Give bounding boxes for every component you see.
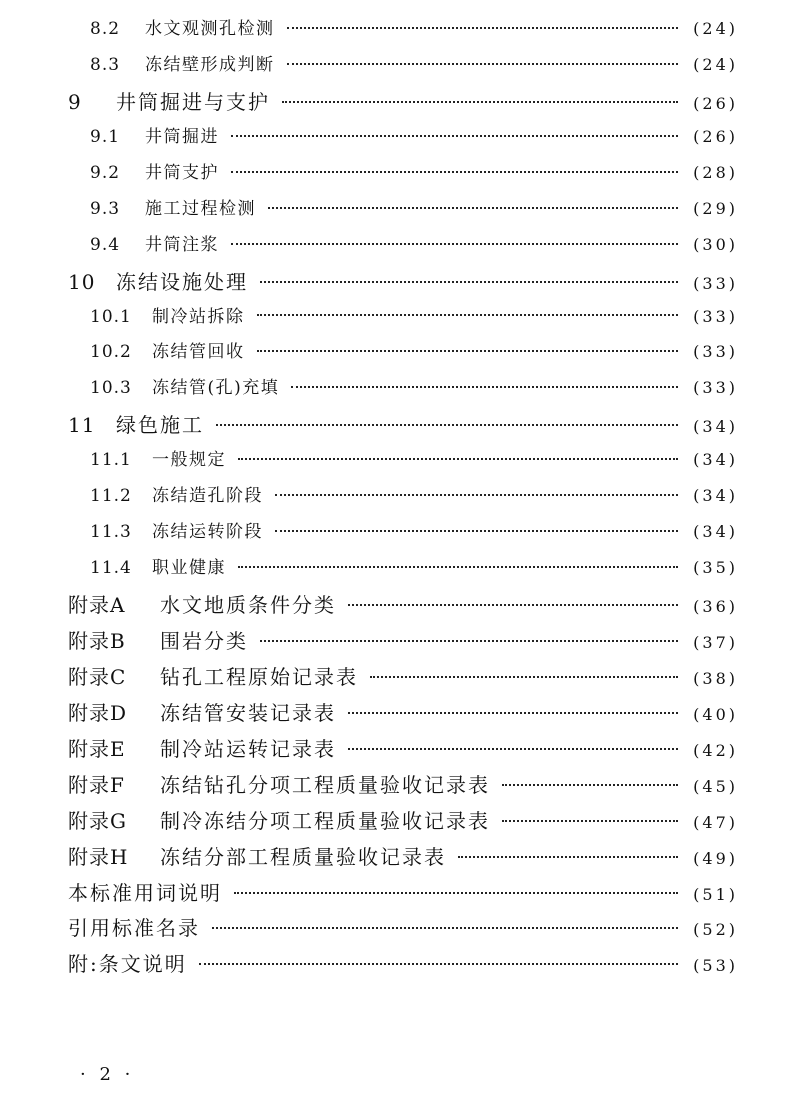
dot-leader xyxy=(287,53,679,70)
toc-entry-11-2[interactable] xyxy=(0,481,790,517)
dot-leader xyxy=(275,520,678,537)
chapter-number: 9 xyxy=(68,89,82,114)
entry-title: 附:条文说明 xyxy=(68,952,187,977)
dot-leader xyxy=(257,340,679,357)
page-number: (36) xyxy=(693,597,738,616)
page-number: (28) xyxy=(693,162,738,182)
section-title: 井筒掘进 xyxy=(145,126,219,147)
page-number: (26) xyxy=(693,93,738,113)
appendix-title: 钻孔工程原始记录表 xyxy=(160,664,358,689)
toc-entry-9-4[interactable] xyxy=(0,230,790,266)
section-number: 11.1 xyxy=(90,450,132,471)
section-number: 9.4 xyxy=(90,234,121,255)
appendix-title: 冻结钻孔分项工程质量验收记录表 xyxy=(160,772,490,797)
page-number: (29) xyxy=(693,198,738,218)
page-number: (34) xyxy=(693,450,738,470)
page-number: (37) xyxy=(693,632,738,652)
appendix-label: 附录B xyxy=(68,628,126,653)
toc-entry-appendix-a[interactable] xyxy=(0,589,790,625)
dot-leader xyxy=(370,664,678,684)
dot-leader xyxy=(231,125,678,142)
dot-leader xyxy=(458,844,678,864)
page-number: (42) xyxy=(693,740,738,760)
page-number: (53) xyxy=(693,956,738,976)
page-number: (24) xyxy=(693,19,738,38)
dot-leader xyxy=(234,880,678,900)
page-number: (51) xyxy=(693,884,738,904)
toc-entry-9-1[interactable] xyxy=(0,122,790,158)
section-title: 制冷站拆除 xyxy=(152,306,245,327)
page-footer-number: · 2 · xyxy=(80,1064,135,1085)
dot-leader xyxy=(502,808,678,828)
section-title: 冻结管(孔)充填 xyxy=(152,378,280,399)
dot-leader xyxy=(238,556,678,573)
toc-entry-8-3[interactable] xyxy=(0,50,790,86)
dot-leader xyxy=(287,17,679,34)
chapter-title: 井筒掘进与支护 xyxy=(116,89,270,114)
section-title: 冻结壁形成判断 xyxy=(145,54,275,75)
page-number: (47) xyxy=(693,812,738,832)
page-number: (35) xyxy=(693,558,738,578)
section-title: 施工过程检测 xyxy=(145,198,256,219)
appendix-title: 冻结分部工程质量验收记录表 xyxy=(160,844,446,869)
section-title: 冻结管回收 xyxy=(152,342,245,363)
appendix-label: 附录G xyxy=(68,808,127,833)
toc-entry-8-2[interactable] xyxy=(0,14,790,50)
section-title: 井筒注浆 xyxy=(145,234,219,255)
toc-entry-10-3[interactable] xyxy=(0,373,790,409)
appendix-title: 水文地质条件分类 xyxy=(160,593,336,617)
appendix-label: 附录F xyxy=(68,772,125,797)
dot-leader xyxy=(260,628,678,648)
toc-entry-10-2[interactable] xyxy=(0,337,790,373)
page-number: (24) xyxy=(693,54,738,74)
dot-leader xyxy=(348,736,678,756)
appendix-label: 附录E xyxy=(68,736,126,761)
section-number: 11.3 xyxy=(90,522,132,543)
toc-entry-11-1[interactable] xyxy=(0,445,790,481)
dot-leader xyxy=(231,161,678,178)
page-number: (33) xyxy=(693,342,738,362)
toc-entry-terminology[interactable] xyxy=(0,877,790,913)
toc-entry-10[interactable] xyxy=(0,266,790,302)
page-number: (52) xyxy=(693,920,738,940)
dot-leader xyxy=(238,448,678,465)
chapter-number: 11 xyxy=(68,413,96,438)
table-of-contents xyxy=(0,14,790,984)
toc-entry-9-3[interactable] xyxy=(0,194,790,230)
appendix-title: 制冷冻结分项工程质量验收记录表 xyxy=(160,808,490,833)
section-number: 9.3 xyxy=(90,198,121,219)
page-number: (30) xyxy=(693,234,738,254)
page-number: (33) xyxy=(693,378,738,398)
page-number: (33) xyxy=(693,306,738,326)
page-number: (34) xyxy=(693,417,738,437)
section-number: 10.1 xyxy=(90,306,132,327)
section-number: 10.2 xyxy=(90,342,132,363)
dot-leader xyxy=(348,592,678,612)
toc-entry-appendix-f[interactable] xyxy=(0,769,790,805)
toc-entry-11-4[interactable] xyxy=(0,553,790,589)
dot-leader xyxy=(216,412,678,432)
section-number: 11.2 xyxy=(90,486,132,507)
entry-title: 引用标准名录 xyxy=(68,916,200,941)
chapter-title: 冻结设施处理 xyxy=(116,269,248,294)
page-number: (33) xyxy=(693,273,738,293)
toc-entry-explanation[interactable] xyxy=(0,948,790,984)
toc-entry-appendix-h[interactable] xyxy=(0,841,790,877)
toc-entry-9-2[interactable] xyxy=(0,158,790,194)
dot-leader xyxy=(199,951,678,971)
toc-entry-appendix-c[interactable] xyxy=(0,661,790,697)
section-number: 10.3 xyxy=(90,378,132,399)
section-title: 冻结造孔阶段 xyxy=(152,486,263,507)
toc-entry-appendix-d[interactable] xyxy=(0,697,790,733)
toc-entry-appendix-e[interactable] xyxy=(0,733,790,769)
dot-leader xyxy=(502,772,678,792)
appendix-title: 围岩分类 xyxy=(160,628,248,653)
appendix-title: 制冷站运转记录表 xyxy=(160,736,336,761)
section-number: 9.2 xyxy=(90,162,121,183)
toc-entry-appendix-g[interactable] xyxy=(0,805,790,841)
dot-leader xyxy=(291,376,678,393)
chapter-number: 10 xyxy=(68,269,96,294)
toc-entry-11[interactable] xyxy=(0,409,790,445)
toc-entry-9[interactable] xyxy=(0,86,790,122)
toc-entry-11-3[interactable] xyxy=(0,517,790,553)
entry-title: 本标准用词说明 xyxy=(68,880,222,905)
section-number: 8.3 xyxy=(90,54,121,75)
toc-entry-appendix-b[interactable] xyxy=(0,625,790,661)
section-number: 11.4 xyxy=(90,558,132,579)
appendix-label: 附录A xyxy=(68,593,126,617)
page-number: (34) xyxy=(693,486,738,506)
dot-leader xyxy=(268,197,678,214)
dot-leader xyxy=(275,484,678,501)
dot-leader xyxy=(282,89,678,109)
dot-leader xyxy=(212,915,678,935)
appendix-label: 附录H xyxy=(68,844,129,869)
toc-entry-10-1[interactable] xyxy=(0,302,790,338)
section-title: 职业健康 xyxy=(152,558,226,579)
appendix-label: 附录C xyxy=(68,664,127,689)
appendix-label: 附录D xyxy=(68,700,128,725)
section-title: 冻结运转阶段 xyxy=(152,522,263,543)
page-number: (26) xyxy=(693,126,738,146)
section-title: 水文观测孔检测 xyxy=(145,19,275,39)
page-number: (40) xyxy=(693,704,738,724)
appendix-title: 冻结管安装记录表 xyxy=(160,700,336,725)
page-number: (34) xyxy=(693,522,738,542)
page-number: (38) xyxy=(693,668,738,688)
dot-leader xyxy=(231,233,678,250)
chapter-title: 绿色施工 xyxy=(116,413,204,438)
dot-leader xyxy=(348,700,678,720)
section-title: 井筒支护 xyxy=(145,162,219,183)
section-number: 9.1 xyxy=(90,126,121,147)
section-number: 8.2 xyxy=(90,19,121,39)
section-title: 一般规定 xyxy=(152,450,226,471)
dot-leader xyxy=(257,305,679,322)
dot-leader xyxy=(260,269,678,289)
page-number: (49) xyxy=(693,848,738,868)
page-number: (45) xyxy=(693,776,738,796)
toc-entry-references[interactable] xyxy=(0,912,790,948)
